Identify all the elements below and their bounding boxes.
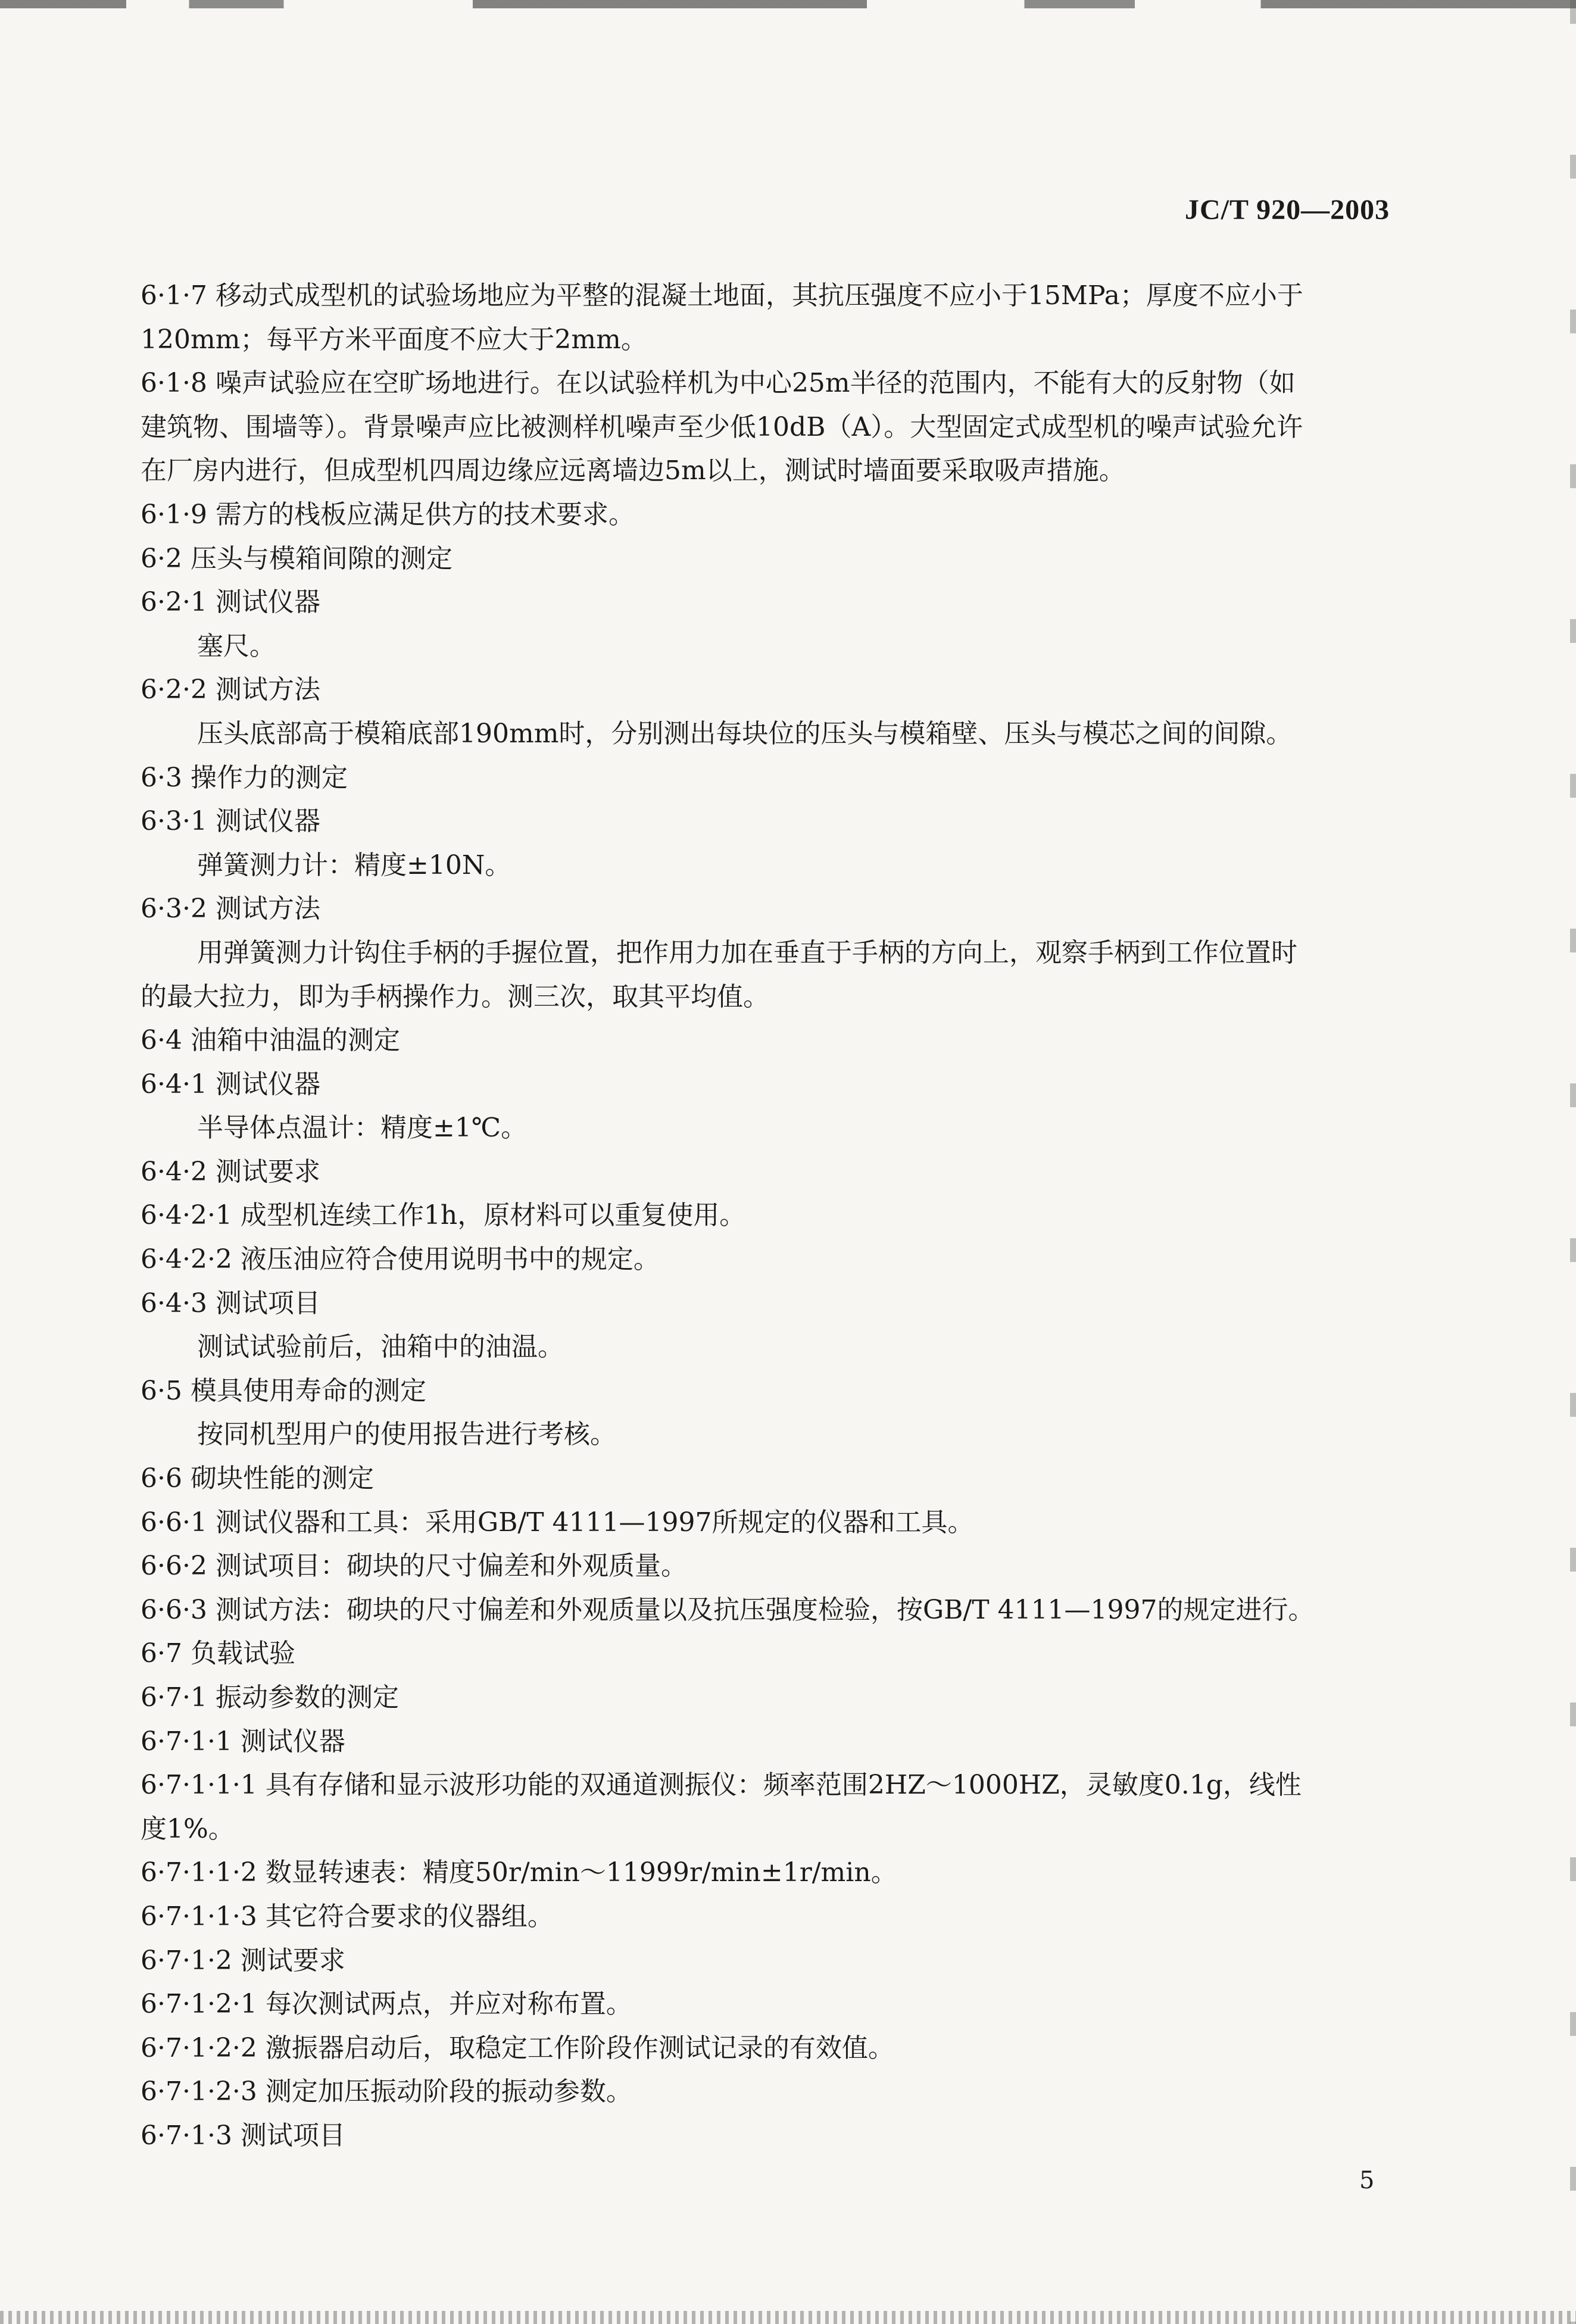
text-line: 6·4·1 测试仪器 [141, 1069, 320, 1099]
text-line: 6·3·1 测试仪器 [141, 806, 320, 837]
text-line: 6·5 模具使用寿命的测定 [141, 1375, 426, 1406]
text-line: 6·6·1 测试仪器和工具：采用GB/T 4111—1997所规定的仪器和工具。 [141, 1507, 974, 1538]
page-number: 5 [1359, 2167, 1375, 2194]
text-line: 6·7·1·2·1 每次测试两点，并应对称布置。 [141, 1989, 632, 2020]
text-line: 6·7·1·1·1 具有存储和显示波形功能的双通道测振仪：频率范围2HZ～1000HZ，灵敏度0.1g，线性 [141, 1770, 1302, 1801]
document-body [141, 274, 1415, 2158]
text-line: 6·1·8 噪声试验应在空旷场地进行。在以试验样机为中心25m半径的范围内，不能有大的反射物（如 [141, 368, 1296, 399]
text-line: 6·7·1·2·2 激振器启动后，取稳定工作阶段作测试记录的有效值。 [141, 2032, 894, 2063]
text-line: 6·7·1·1·3 其它符合要求的仪器组。 [141, 1901, 554, 1932]
text-line: 半导体点温计：精度±1℃。 [197, 1113, 528, 1144]
text-line: 度1%。 [141, 1813, 235, 1844]
text-line: 6·3 操作力的测定 [141, 762, 348, 793]
text-line: 6·7·1·1 测试仪器 [141, 1726, 345, 1757]
text-line: 6·7·1 振动参数的测定 [141, 1682, 399, 1713]
scan-edge-bottom [0, 2311, 1576, 2324]
text-line: 6·6·2 测试项目：砌块的尺寸偏差和外观质量。 [141, 1551, 687, 1582]
text-line: 按同机型用户的使用报告进行考核。 [197, 1419, 616, 1450]
text-line: 6·6 砌块性能的测定 [141, 1463, 374, 1494]
text-line: 6·4·2 测试要求 [141, 1156, 320, 1187]
text-line: 120mm；每平方米平面度不应大于2mm。 [141, 324, 647, 355]
text-line: 塞尺。 [197, 630, 276, 661]
text-line: 6·7 负载试验 [141, 1638, 295, 1669]
text-line: 6·4·2·2 液压油应符合使用说明书中的规定。 [141, 1244, 660, 1275]
text-line: 6·2·2 测试方法 [141, 674, 320, 705]
text-line: 建筑物、围墙等）。背景噪声应比被测样机噪声至少低10dB（A）。大型固定式成型机的噪声试验允许 [141, 411, 1303, 442]
text-line: 6·7·1·3 测试项目 [141, 2120, 345, 2151]
text-line: 6·2 压头与模箱间隙的测定 [141, 543, 452, 574]
text-line: 6·1·7 移动式成型机的试验场地应为平整的混凝土地面，其抗压强度不应小于15MPa；厚度不应小于 [141, 280, 1303, 311]
text-line: 6·4·2·1 成型机连续工作1h，原材料可以重复使用。 [141, 1200, 746, 1231]
text-line: 用弹簧测力计钩住手柄的手握位置，把作用力加在垂直于手柄的方向上，观察手柄到工作位置时 [197, 937, 1297, 968]
scan-edge-right [1570, 0, 1576, 2324]
scan-edge-top [0, 0, 1576, 8]
text-line: 6·4·3 测试项目 [141, 1288, 320, 1319]
text-line: 6·2·1 测试仪器 [141, 587, 320, 618]
text-line: 测试试验前后，油箱中的油温。 [197, 1332, 564, 1363]
text-line: 6·7·1·2·3 测定加压振动阶段的振动参数。 [141, 2076, 632, 2107]
text-line: 在厂房内进行，但成型机四周边缘应远离墙边5m以上，测试时墙面要采取吸声措施。 [141, 455, 1125, 486]
text-line: 6·6·3 测试方法：砌块的尺寸偏差和外观质量以及抗压强度检验，按GB/T 4111—1997的规定进行。 [141, 1594, 1315, 1625]
text-line: 的最大拉力，即为手柄操作力。测三次，取其平均值。 [141, 981, 769, 1012]
text-line: 6·1·9 需方的栈板应满足供方的技术要求。 [141, 499, 635, 530]
document-code: JC/T 920—2003 [1185, 194, 1390, 226]
text-line: 6·4 油箱中油温的测定 [141, 1025, 400, 1056]
text-line: 弹簧测力计：精度±10N。 [197, 849, 511, 880]
text-line: 6·3·2 测试方法 [141, 894, 320, 924]
text-line: 6·7·1·2 测试要求 [141, 1945, 345, 1976]
text-line: 压头底部高于模箱底部190mm时，分别测出每块位的压头与模箱壁、压头与模芯之间的间隙。 [197, 718, 1293, 749]
text-line: 6·7·1·1·2 数显转速表：精度50r/min～11999r/min±1r/min。 [141, 1857, 897, 1888]
